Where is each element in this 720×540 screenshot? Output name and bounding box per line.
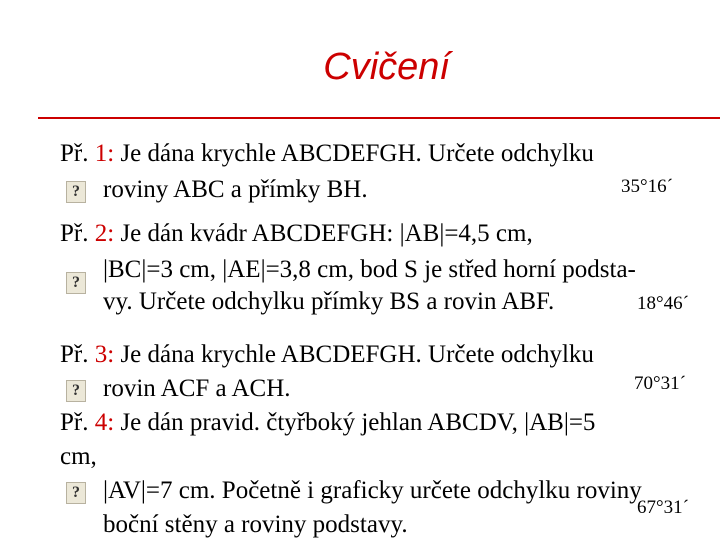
exercise-2-answer: 18°46´ [637,293,689,314]
exercise-1-answer: 35°16´ [621,176,673,197]
hint-question-icon[interactable]: ? [66,181,86,203]
exercise-1-heading: Př. 1: Je dána krychle ABCDEFGH. Určete odchylku [60,140,594,167]
exercise-3-answer: 70°31´ [634,373,686,394]
hint-question-icon[interactable]: ? [66,272,86,294]
exercise-1-line-2: roviny ABC a přímky BH. [103,176,368,203]
exercise-2-heading: Př. 2: Je dán kvádr ABCDEFGH: |AB|=4,5 cm, [60,220,533,247]
slide-title: Cvičení [323,46,450,88]
exercise-4-line-4: boční stěny a roviny podstavy. [103,511,408,538]
hint-question-icon[interactable]: ? [66,482,86,504]
exercise-2-line-3: vy. Určete odchylku přímky BS a rovin ABF. [103,288,555,315]
exercise-3-line-2: rovin ACF a ACH. [103,375,291,402]
exercise-4-heading: Př. 4: Je dán pravid. čtyřboký jehlan ABCDV, |AB|=5 [60,409,596,436]
exercise-4-answer: 67°31´ [637,497,689,518]
exercise-3-heading: Př. 3: Je dána krychle ABCDEFGH. Určete odchylku [60,341,594,368]
title-underline [38,117,720,119]
exercise-2-line-2: |BC|=3 cm, |AE|=3,8 cm, bod S je střed horní podsta- [103,256,636,283]
exercise-4-line-3: |AV|=7 cm. Početně i graficky určete odchylku roviny [103,477,642,504]
exercise-4-line-2: cm, [60,443,97,470]
hint-question-icon[interactable]: ? [66,380,86,402]
